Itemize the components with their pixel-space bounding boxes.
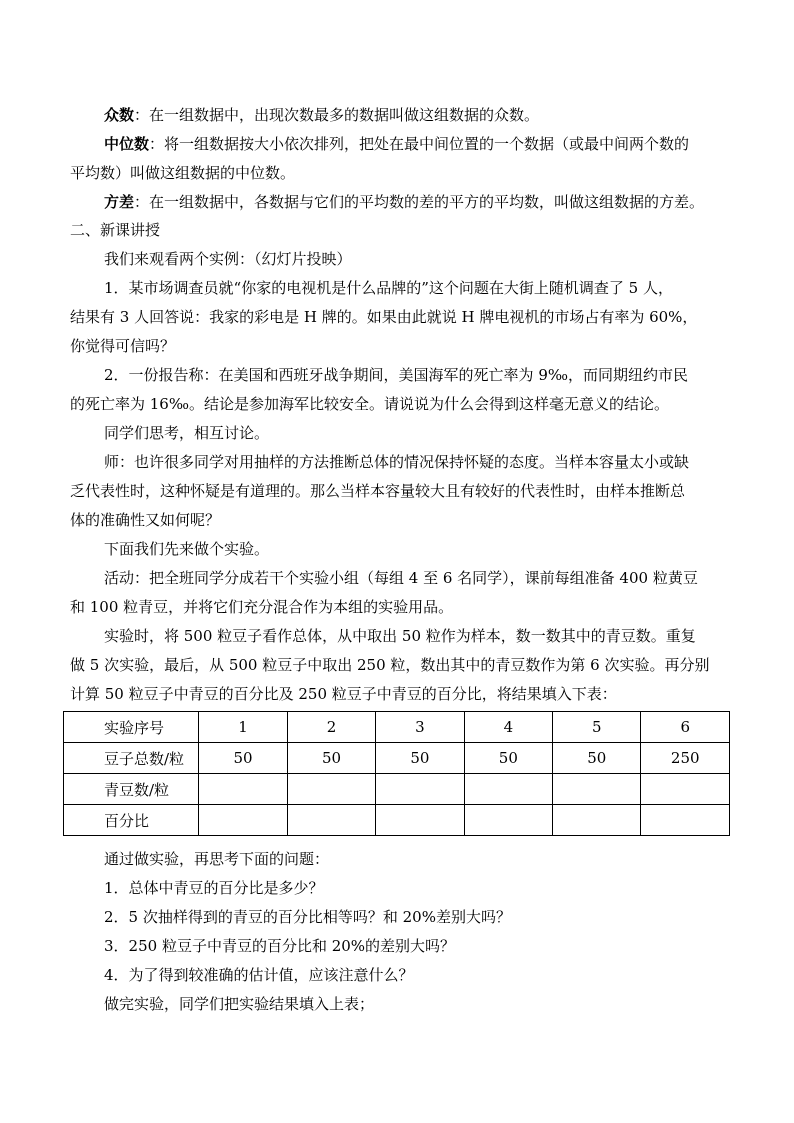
term-mode: 众数 — [104, 106, 135, 124]
table-row — [64, 743, 730, 774]
table-cell: 3 — [376, 712, 464, 743]
table-cell — [287, 774, 375, 805]
definition-variance: 方差：在一组数据中，各数据与它们的平均数的差的平方的平均数，叫做这组数据的方差。 — [104, 193, 705, 211]
table-cell: 50 — [553, 743, 641, 774]
row-label: 豆子总数/粒 — [64, 743, 199, 774]
teacher-line3: 体的准确性又如何呢？ — [70, 511, 221, 529]
table-cell: 50 — [199, 743, 287, 774]
table-row — [64, 805, 730, 836]
followup-intro: 通过做实验，再思考下面的问题： — [104, 850, 330, 868]
question-3: 3．250 粒豆子中青豆的百分比和 20%的差别大吗？ — [104, 937, 456, 955]
example2-line1: 2．一份报告称：在美国和西班牙战争期间，美国海军的死亡率为 9‰，而同期纽约市民 — [104, 366, 688, 384]
table-cell — [199, 805, 287, 836]
row-label: 百分比 — [64, 805, 199, 836]
table-cell: 2 — [287, 712, 375, 743]
table-cell: 5 — [553, 712, 641, 743]
question-1: 1．总体中青豆的百分比是多少？ — [104, 879, 324, 897]
table-cell — [553, 805, 641, 836]
table-cell: 1 — [199, 712, 287, 743]
procedure-line2: 做 5 次实验，最后，从 500 粒豆子中取出 250 粒，数出其中的青豆数作为第 6 次实验。再分别 — [70, 656, 710, 674]
term-median: 中位数 — [104, 135, 150, 153]
discuss-line: 同学们思考，相互讨论。 — [104, 424, 270, 442]
question-4: 4．为了得到较准确的估计值，应该注意什么？ — [104, 966, 414, 984]
teacher-line2: 乏代表性时，这种怀疑是有道理的。那么当样本容量较大且有较好的代表性时，由样本推断总 — [70, 482, 686, 500]
definition-median: 中位数：将一组数据按大小依次排列，把处在最中间位置的一个数据（或最中间两个数的 — [104, 135, 690, 153]
intro-line: 我们来观看两个实例：（幻灯片投映） — [104, 250, 352, 268]
closing-line: 做完实验，同学们把实验结果填入上表； — [104, 995, 375, 1013]
activity-line1: 活动：把全班同学分成若干个实验小组（每组 4 至 6 名同学），课前每组准备 400 粒黄豆 — [104, 569, 698, 587]
table-cell — [464, 805, 552, 836]
procedure-line1: 实验时，将 500 粒豆子看作总体，从中取出 50 粒作为样本，数一数其中的青豆数。重复 — [104, 627, 696, 645]
table-cell — [464, 774, 552, 805]
example1-line1: 1．某市场调查员就“你家的电视机是什么品牌的”这个问题在大街上随机调查了 5 人， — [104, 279, 673, 297]
row-label: 青豆数/粒 — [64, 774, 199, 805]
experiment-intro: 下面我们先来做个实验。 — [104, 540, 270, 558]
row-label: 实验序号 — [64, 712, 199, 743]
definition-median-cont: 平均数）叫做这组数据的中位数。 — [70, 164, 296, 182]
table-cell — [376, 774, 464, 805]
activity-line2: 和 100 粒青豆，并将它们充分混合作为本组的实验用品。 — [70, 598, 454, 616]
table-cell — [553, 774, 641, 805]
table-row — [64, 712, 730, 743]
table-cell — [199, 774, 287, 805]
table-cell — [376, 805, 464, 836]
question-2: 2．5 次抽样得到的青豆的百分比相等吗？和 20%差别大吗？ — [104, 908, 511, 926]
table-cell: 50 — [376, 743, 464, 774]
table-cell — [641, 805, 730, 836]
table-cell: 50 — [464, 743, 552, 774]
example1-line2: 结果有 3 人回答说：我家的彩电是 H 牌的。如果由此就说 H 牌电视机的市场占有率为 60%， — [70, 308, 698, 326]
definition-mode: 众数：在一组数据中，出现次数最多的数据叫做这组数据的众数。 — [104, 106, 540, 124]
table-row — [64, 774, 730, 805]
term-variance: 方差 — [104, 193, 135, 211]
procedure-line3: 计算 50 粒豆子中青豆的百分比及 250 粒豆子中青豆的百分比，将结果填入下表： — [70, 685, 617, 703]
table-cell — [287, 805, 375, 836]
table-cell: 50 — [287, 743, 375, 774]
table-cell — [641, 774, 730, 805]
table-cell: 4 — [464, 712, 552, 743]
table-cell: 250 — [641, 743, 730, 774]
example1-line3: 你觉得可信吗？ — [70, 337, 176, 355]
experiment-table — [63, 711, 730, 836]
section-title: 二、新课讲授 — [70, 221, 161, 239]
teacher-line1: 师：也许很多同学对用抽样的方法推断总体的情况保持怀疑的态度。当样本容量太小或缺 — [104, 453, 690, 471]
table-cell: 6 — [641, 712, 730, 743]
example2-line2: 的死亡率为 16‰。结论是参加海军比较安全。请说说为什么会得到这样毫无意义的结论。 — [70, 395, 669, 413]
